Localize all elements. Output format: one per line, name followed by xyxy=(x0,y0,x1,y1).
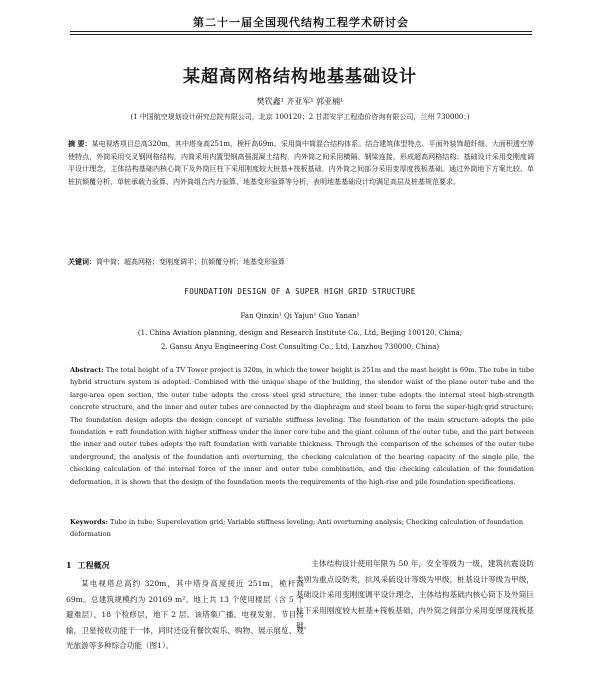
abstract-cn-label: 摘 要： xyxy=(68,139,92,148)
keywords-en-label: Keywords: xyxy=(70,518,108,526)
header-rule-top xyxy=(70,31,532,32)
abstract-en xyxy=(70,364,534,488)
running-head: 第二十一届全国现代结构工程学术研讨会 xyxy=(193,16,409,29)
keywords-cn-label: 关键词： xyxy=(68,257,96,266)
affiliation-en xyxy=(0,326,600,354)
keywords-en-text: Tube in tube; Superelevation grid; Variable stiffness leveling; Anti overturning analysis; Checking calculation of foundation deformation xyxy=(70,518,524,539)
authors-en: Fan Qinxin¹ Qi Yajun¹ Guo Yanan¹ xyxy=(240,312,360,320)
body-column-right: 主体结构设计使用年限为 50 年，安全等级为一级，建筑抗震设防类别为重点设防类，抗风采硫设计等级为甲级，桩基设计等级为甲级，基础设计采用变刚度调平设计理念，主体结构基础内核心筒下及外筒巨柱下采用刚度较大桩基+筏板基础，内外筒之间部分采用变厚度筏板基础。 xyxy=(296,559,534,631)
affiliation-en-line-2: 2. Gansu Anyu Engineering Cost Consulting Co., Ltd, Lanzhou 730000, China) xyxy=(160,343,440,351)
keywords-cn-text: 筒中筒；超高网格；变刚度调平；抗倾覆分析；地基变形验算 xyxy=(96,258,285,266)
header-rule-bottom xyxy=(70,34,532,35)
abstract-en-label: Abstract: xyxy=(70,366,104,374)
section-number: 1 xyxy=(66,560,72,570)
paper-title-cn: 某超高网格结构地基基础设计 xyxy=(183,67,417,87)
abstract-cn-text: 某电视塔项目总高320m，其中塔身高251m，桅杆高69m。采用筒中筒混合结构体系。结合建筑体型特点、平面外装饰超纤细、大面积透空等使特点，外筒采用交叉钢网格结构，内筒采用内置型钢高强混凝土结构，内外筒之间采用横隔、钢梁连接，形成超高网格结构；基础设计采用变刚度调平设计理念，主体结构基础内核心筒下及外筒巨柱下采用刚度较大桩基+筏板基础，内外筒之间部分采用变厚度筏板基础。通过外筒地下方案比较、单桩抗倾覆分析、单桩承载力验算、内外筒组合内力验算、地基变形验算等分析，表明地基基础设计均满足高层及桩基规范要求。 xyxy=(68,140,535,186)
keywords-en xyxy=(70,516,534,541)
section-heading-1 xyxy=(66,560,116,571)
section-title: 工程概况 xyxy=(77,560,110,570)
body-column-left: 某电视塔总高约 320m，其中塔身高度接近 251m，桅杆高 69m。总建筑规模约为 20169 m²。地上共 13 个使用楼层（含 5 个避难层），18 个检修层，地下 2 层。该塔集广播、电视发射，节目传输，卫星接收功能于一体，同时还设有餐饮娱乐、购物、展示展览、观光旅游等多种综合功能（图1）。 xyxy=(66,579,304,651)
authors-cn: 樊钦鑫¹ 齐亚军¹ 郭亚楠¹ xyxy=(256,97,344,106)
affiliation-en-line-1: (1. China Aviation planning, design and Research Institute Co., Ltd, Beijing 100120, China; xyxy=(137,329,463,337)
affiliation-cn: (1 中国航空规划设计研究总院有限公司，北京 100120；2 甘肃安宇工程造价咨询有限公司，兰州 730000；) xyxy=(130,113,470,121)
paper-title-en: FOUNDATION DESIGN OF A SUPER HIGH GRID STRUCTURE xyxy=(184,287,416,296)
abstract-en-text: The total height of a TV Tower project is 320m, in which the tower height is 251m and the mast height is 69m. The tube in tube hybrid structure system is adopted. Combined with the unique shape of the building, the slender waist of the plane outer tube and the large-area open section, the outer tube adopts the cross steel grid structure, the inner tube adopts the internal steel high-strength concrete structure, and the inner and outer tubes are connected by the diaphragm and steel beam to form the super-high grid structure; The foundation design adopts the design concept of variable stiffness leveling. The foundation of the main structure adopts the pile foundation + raft foundation with higher stiffness under the inner core tube and the giant column of the outer tube, and the part between the inner and outer tubes adopts the raft foundation with variable thickness. Through the comparison of the schemes of the outer tube underground, the analysis of the foundation anti overturning, the checking calculation of the bearing capacity of the single pile, the checking calculation of the internal force of the inner and outer tube combination, and the checking calculation of the foundation deformation, it is shown that the design of the foundation meets the requirements of the high-rise and pile foundation specifications. xyxy=(70,366,534,486)
keywords-cn xyxy=(68,256,534,268)
abstract-cn xyxy=(68,138,534,188)
